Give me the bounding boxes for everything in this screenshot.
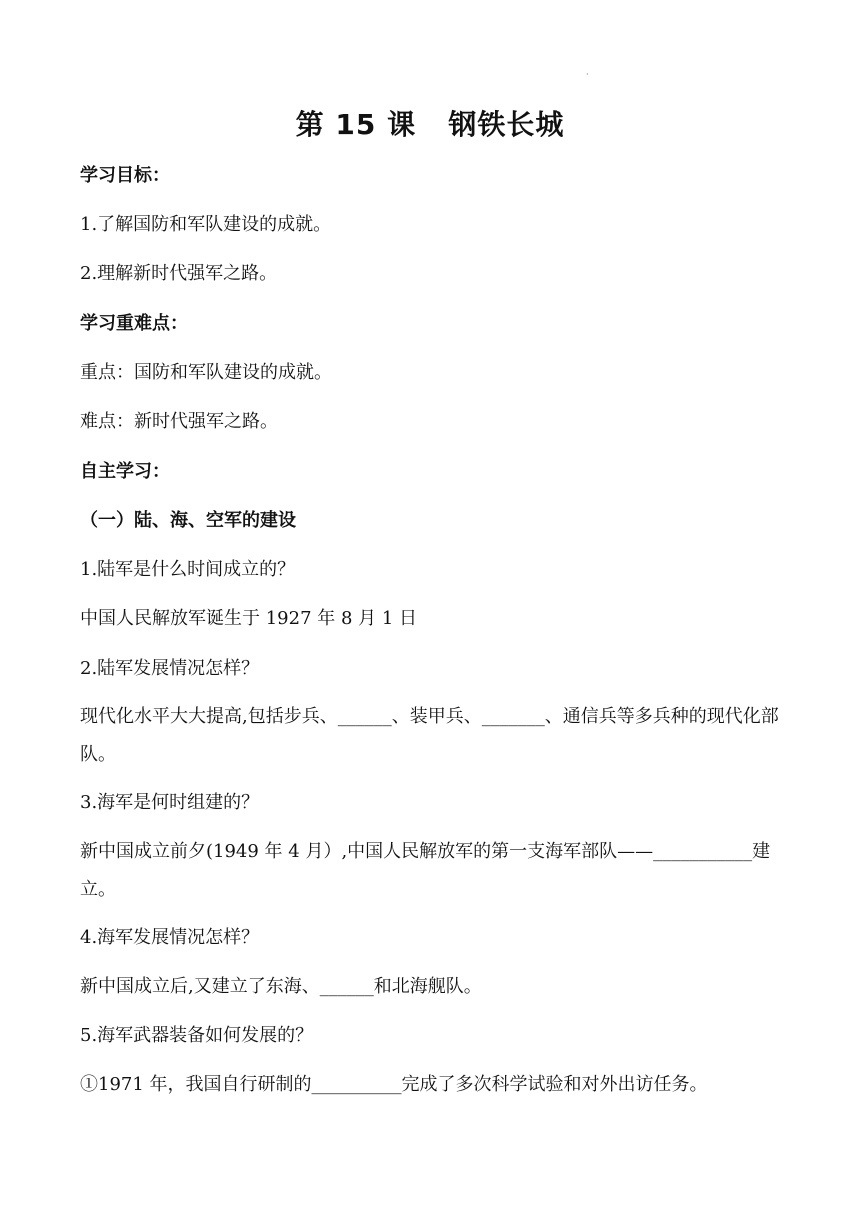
goal-item-1: 1.了解国防和军队建设的成就。 [80,214,332,235]
question-5: 5.海军武器装备如何发展的？ [80,1025,314,1046]
page-dot: · [586,70,589,79]
key-points-heading: 学习重难点： [80,313,188,334]
question-4: 4.海军发展情况怎样？ [80,927,260,948]
answer-4: 新中国成立后,又建立了东海、______和北海舰队。 [80,976,482,997]
page-title: 第 15 课 钢铁长城 [295,108,565,141]
answer-3: 新中国成立前夕(1949 年 4 月）,中国人民解放军的第一支海军部队——___________建立。 [80,841,771,900]
learning-goals-heading: 学习目标： [80,165,170,186]
answer-5: ①1971 年，我国自行研制的__________完成了多次科学试验和对外出访任务。 [80,1074,708,1095]
answer-2: 现代化水平大大提高,包括步兵、______、装甲兵、_______、通信兵等多兵种的现代化部队。 [80,706,779,765]
key-point: 重点：国防和军队建设的成就。 [80,362,332,383]
self-study-heading: 自主学习： [80,461,170,482]
question-2: 2.陆军发展情况怎样？ [80,658,260,679]
difficult-point: 难点：新时代强军之路。 [80,411,278,432]
question-1: 1.陆军是什么时间成立的？ [80,559,296,580]
answer-1: 中国人民解放军诞生于 1927 年 8 月 1 日 [80,608,418,629]
question-3: 3.海军是何时组建的？ [80,792,260,813]
section-title: （一）陆、海、空军的建设 [80,510,296,531]
goal-item-2: 2.理解新时代强军之路。 [80,263,278,284]
